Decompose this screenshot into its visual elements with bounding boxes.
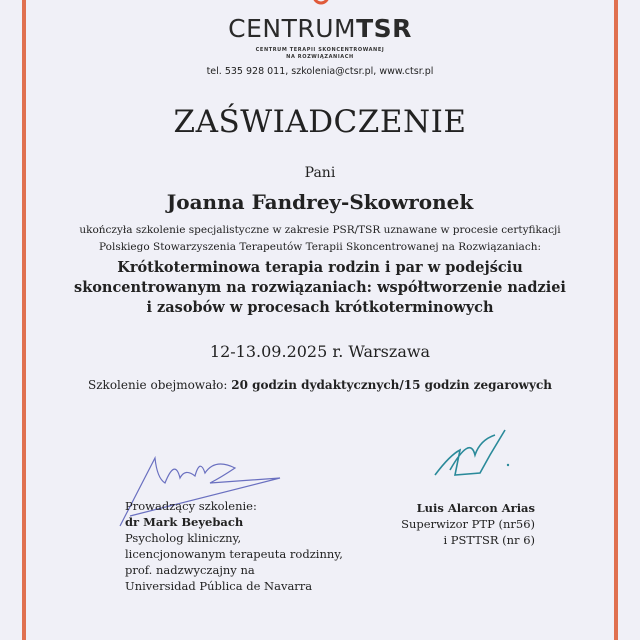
- left-border: [22, 0, 26, 640]
- tagline: CENTRUM TERAPII SKONCENTROWANEJ: [255, 47, 385, 53]
- trainer-signature-block: Prowadzący szkolenie: dr Mark Beyebach Psycholog kliniczny, licencjonowanym terapeuta rodzinny, prof. nadzwyczajny na Universidad Pública de Navarra: [125, 499, 343, 593]
- recipient-name: Joanna Fandrey-Skowronek: [166, 190, 474, 214]
- hours: Szkolenie obejmowało: 20 godzin dydaktycznych/15 godzin zegarowych: [88, 378, 552, 392]
- tagline: NA ROZWIĄZANIACH: [286, 54, 354, 60]
- intro-text: ukończyła szkolenie specjalistyczne w zakresie PSR/TSR uznawane w procesie certyfikacji Polskiego Stowarzyszenia Terapeutów Terapii Skoncentrowanej na Rozwiązaniach:: [79, 224, 561, 253]
- supervisor-signature-block: Luis Alarcon Arias Superwizor PTP (nr56) i PSTTSR (nr 6): [401, 501, 535, 547]
- certificate-title: ZAŚWIADCZENIE: [173, 104, 467, 140]
- contact-info: tel. 535 928 011, szkolenia@ctsr.pl, www.ctsr.pl: [206, 66, 434, 77]
- salutation: Pani: [304, 165, 336, 181]
- date-place: 12-13.09.2025 r. Warszawa: [209, 342, 431, 361]
- course-title: Krótkoterminowa terapia rodzin i par w podejściu skoncentrowanym na rozwiązaniach: współtworzenie nadziei i zasobów w procesach krótkoterminowych: [74, 259, 566, 316]
- logo-icon: [304, 0, 338, 12]
- signature-right: [430, 425, 520, 480]
- right-border: [614, 0, 618, 640]
- brand-logo: CENTRUMTSR: [228, 14, 412, 43]
